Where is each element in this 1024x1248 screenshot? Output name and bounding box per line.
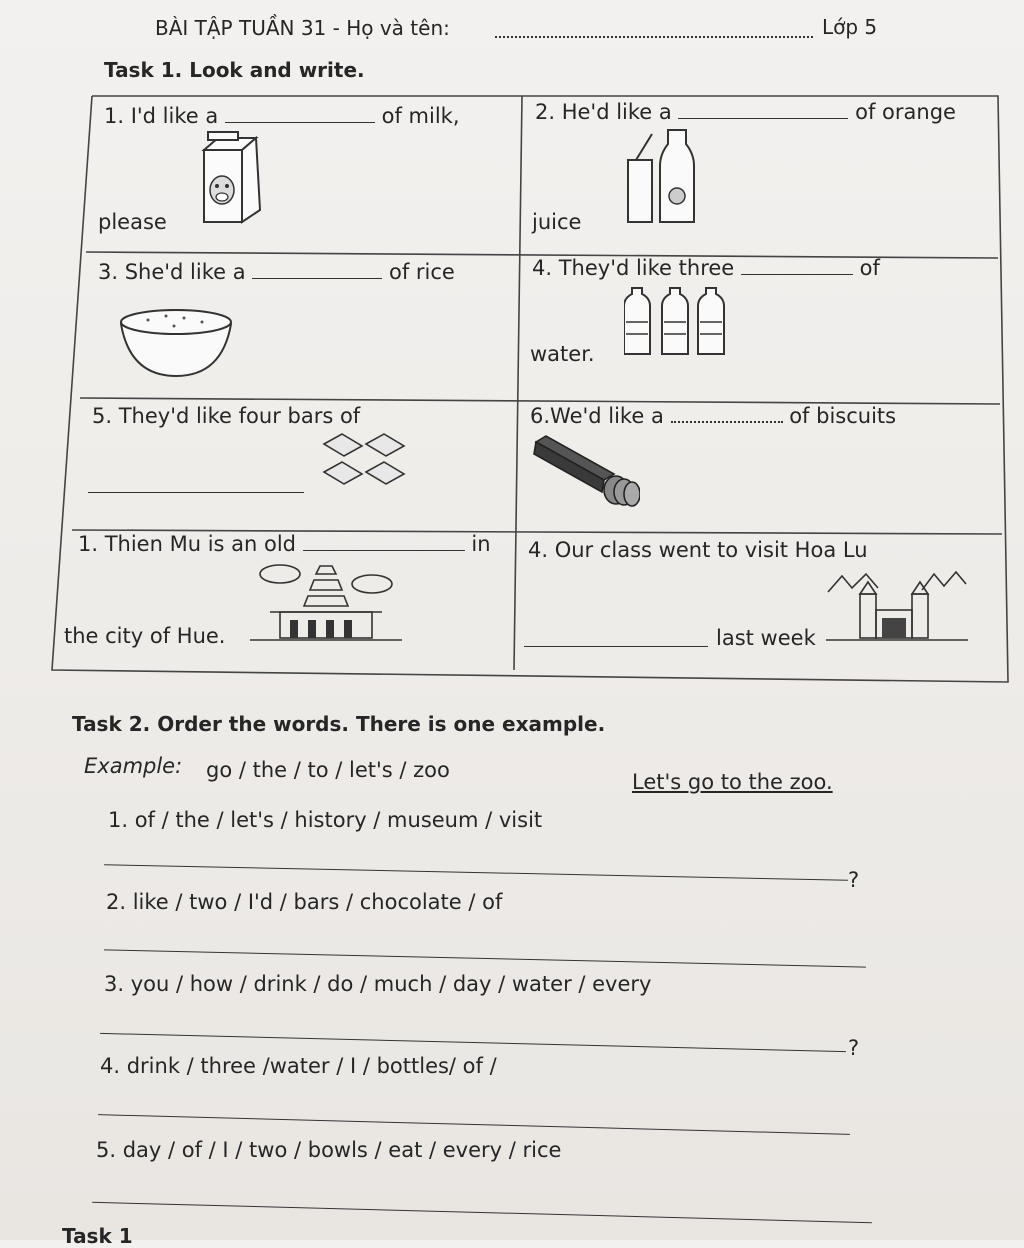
chocolate-bars-icon xyxy=(322,432,408,492)
question-5: 5. day / of / I / two / bowls / eat / every / rice xyxy=(96,1138,562,1162)
cell-8-sentence: 4. Our class went to visit Hoa Lu xyxy=(528,538,868,562)
cell-4-tail: water. xyxy=(530,342,595,366)
cell-5-sentence: 5. They'd like four bars of xyxy=(92,404,361,428)
water-bottles-icon xyxy=(624,286,728,358)
cell-7-tail: the city of Hue. xyxy=(64,624,226,648)
cell-4-blank[interactable] xyxy=(741,274,853,275)
question-1: 1. of / the / let's / history / museum / visit xyxy=(108,808,543,832)
temple-icon xyxy=(826,570,968,646)
cell-8-blank[interactable] xyxy=(524,646,708,647)
cell-2-tail: juice xyxy=(532,210,582,234)
question-4: 4. drink / three /water / I / bottles/ of / xyxy=(100,1054,497,1078)
worksheet-title: BÀI TẬP TUẦN 31 - Họ và tên: xyxy=(155,16,450,40)
cell-8-tail: last week xyxy=(716,626,816,650)
cell-7-blank[interactable] xyxy=(303,550,465,551)
cell-4-sentence: 4. They'd like three of xyxy=(532,256,880,280)
cell-1-tail: please xyxy=(98,210,167,234)
answer-line-1[interactable] xyxy=(104,864,848,881)
task2-heading: Task 2. Order the words. There is one example. xyxy=(72,712,606,736)
biscuit-pack-icon xyxy=(532,434,640,508)
cell-1-blank[interactable] xyxy=(225,122,375,123)
cell-1-sentence: 1. I'd like a of milk, xyxy=(104,104,460,128)
cell-6-blank[interactable] xyxy=(671,421,783,423)
cell-3-blank[interactable] xyxy=(252,278,382,279)
juice-bottle-icon xyxy=(624,126,696,226)
cell-2-sentence: 2. He'd like a of orange xyxy=(535,100,956,124)
example-answer: Let's go to the zoo. xyxy=(632,770,833,794)
answer-line-2[interactable] xyxy=(104,949,866,967)
question-3: 3. you / how / drink / do / much / day / water / every xyxy=(104,972,652,996)
answer-line-3[interactable] xyxy=(100,1033,846,1052)
cell-2-blank[interactable] xyxy=(678,118,848,119)
task1-heading: Task 1. Look and write. xyxy=(104,58,365,82)
next-task-heading: Task 1 xyxy=(62,1224,133,1248)
cell-5-blank[interactable] xyxy=(88,492,304,493)
question-3-mark: ? xyxy=(848,1036,860,1060)
cell-7-sentence: 1. Thien Mu is an old in xyxy=(78,532,491,556)
cell-3-sentence: 3. She'd like a of rice xyxy=(98,260,455,284)
milk-carton-icon xyxy=(198,130,264,224)
cell-6-sentence: 6.We'd like a of biscuits xyxy=(530,404,897,428)
pagoda-icon xyxy=(250,560,402,642)
name-blank[interactable] xyxy=(495,36,813,38)
example-words: go / the / to / let's / zoo xyxy=(206,758,450,782)
answer-line-5[interactable] xyxy=(92,1202,872,1223)
answer-line-4[interactable] xyxy=(98,1114,850,1135)
rice-bowl-icon xyxy=(118,300,234,380)
example-label: Example: xyxy=(84,754,183,778)
question-1-mark: ? xyxy=(848,868,860,892)
question-2: 2. like / two / I'd / bars / chocolate / of xyxy=(106,890,503,914)
class-label: Lớp 5 xyxy=(822,15,878,39)
